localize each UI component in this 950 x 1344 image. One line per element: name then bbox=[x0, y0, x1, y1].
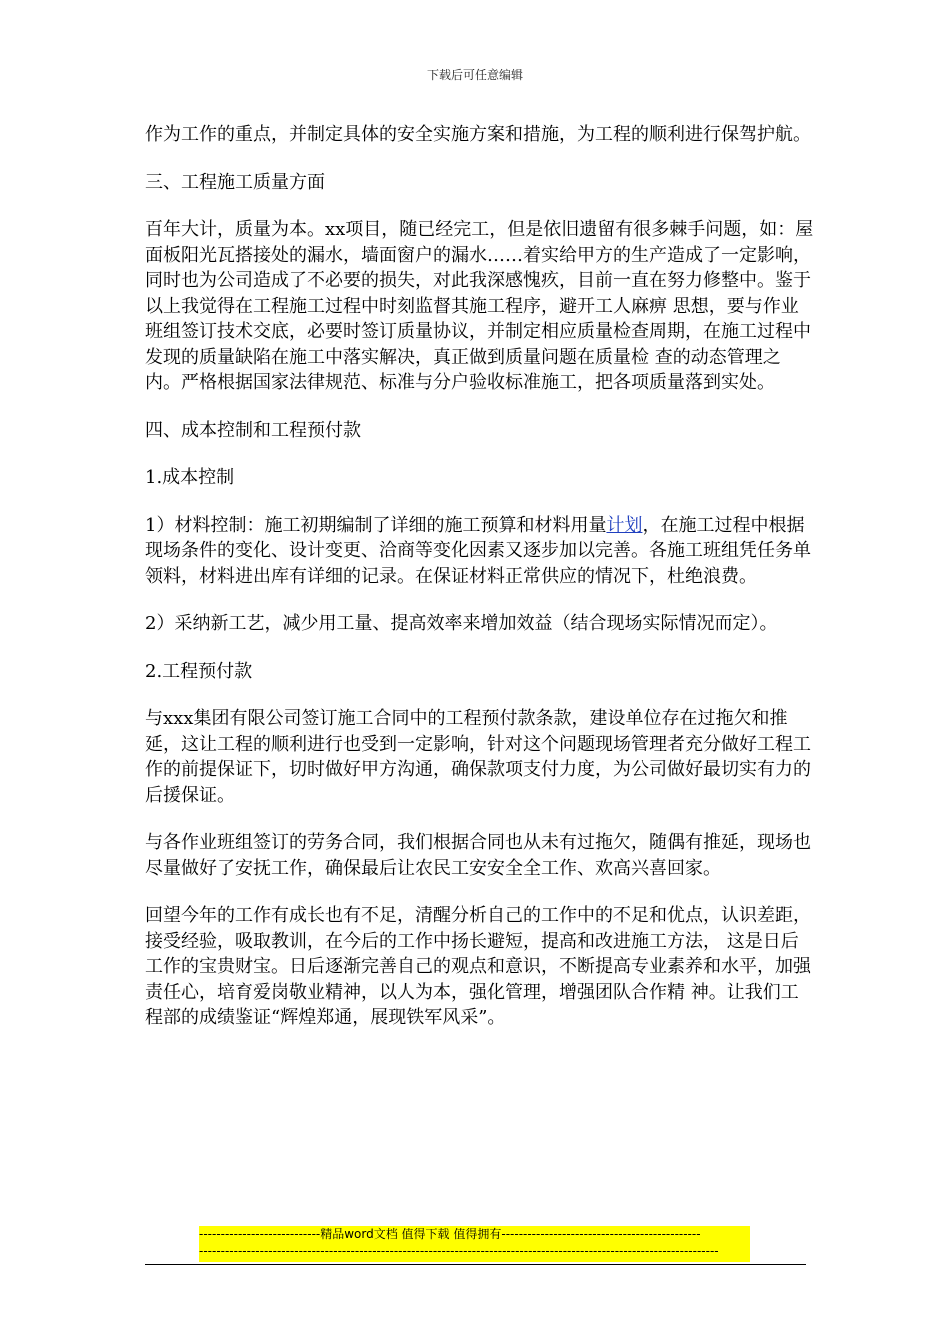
paragraph-new-process: 2）采纳新工艺，减少用工量、提高效率来增加效益（结合现场实际情况而定）。 bbox=[145, 613, 778, 634]
footer-divider bbox=[145, 1264, 806, 1265]
material-control-text-before: 1）材料控制：施工初期编制了详细的施工预算和材料用量 bbox=[145, 514, 607, 536]
section-heading-quality: 三、工程施工质量方面 bbox=[145, 171, 325, 193]
subheading-cost-control: 1.成本控制 bbox=[145, 467, 235, 488]
paragraph-contract-payment: 与xxx集团有限公司签订施工合同中的工程预付款条款，建设单位存在过拖欠和推延，这让工程的顺利进行也受到一定影响，针对这个问题现场管理者充分做好工程工作的前提保证下，切时做好甲方沟通，确保款项支付力度，为公司做好最切实有力的后援保证。 bbox=[145, 708, 811, 806]
paragraph-intro: 作为工作的重点，并制定具体的安全实施方案和措施，为工程的顺利进行保驾护航。 bbox=[145, 124, 811, 145]
paragraph-review: 回望今年的工作有成长也有不足，清醒分析自己的工作中的不足和优点，认识差距，接受经验，吸取教训，在今后的工作中扬长避短，提高和改进施工方法， 这是日后工作的宝贵财宝。日后逐渐完善自己的观点和意识，不断提高专业素养和水平，加强责任心，培育爱岗敬业精神，以人为本，强化管理，增强团队合作精 神。让我们工程部的成绩鉴证“辉煌郑通，展现铁军风采”。 bbox=[145, 905, 811, 1028]
footer-line-1 bbox=[199, 1226, 750, 1243]
footer-line-2 bbox=[199, 1243, 750, 1260]
document-body bbox=[145, 122, 815, 1031]
footer-text-2: ------------------------------------------------------------------------------------------------------------------------ bbox=[199, 1244, 719, 1258]
subheading-advance-payment: 2.工程预付款 bbox=[145, 660, 253, 682]
paragraph-material-control bbox=[145, 513, 815, 590]
paragraph-labor-contract: 与各作业班组签订的劳务合同，我们根据合同也从未有过拖欠，随偶有推延，现场也尽量做好了安抚工作，确保最后让农民工安安全全工作、欢高兴喜回家。 bbox=[145, 832, 811, 879]
footer-text-1: ----------------------------精品word文档 值得下载 值得拥有---------------------------------------------- bbox=[199, 1227, 701, 1241]
footer-banner bbox=[199, 1226, 750, 1262]
section-heading-cost: 四、成本控制和工程预付款 bbox=[145, 419, 361, 441]
paragraph-quality: 百年大计，质量为本。xx项目，随已经完工，但是依旧遗留有很多棘手问题，如：屋面板阳光瓦搭接处的漏水，墙面窗户的漏水……着实给甲方的生产造成了一定影响，同时也为公司造成了不必要的损失，对此我深感愧疚，目前一直在努力修整中。鉴于以上我觉得在工程施工过程中时刻监督其施工程序，避开工人麻痹 思想，要与作业班组签订技术交底，必要时签订质量协议，并制定相应质量检查周期，在施工过程中发现的质量缺陷在施工中落实解决，真正做到质量问题在质量检 查的动态管理之内。严格根据国家法律规范、标准与分户验收标准施工，把各项质量落到实处。 bbox=[145, 219, 814, 393]
page-header: 下载后可任意编辑 bbox=[426, 68, 523, 82]
plan-link[interactable]: 计划 bbox=[606, 514, 643, 536]
material-control-text-after: ，在施工过程中根据现场条件的变化、设计变更、洽商等变化因素又逐步加以完善。各施工班组凭任务单领料，材料进出库有详细的记录。在保证材料正常供应的情况下，杜绝浪费。 bbox=[145, 514, 811, 587]
